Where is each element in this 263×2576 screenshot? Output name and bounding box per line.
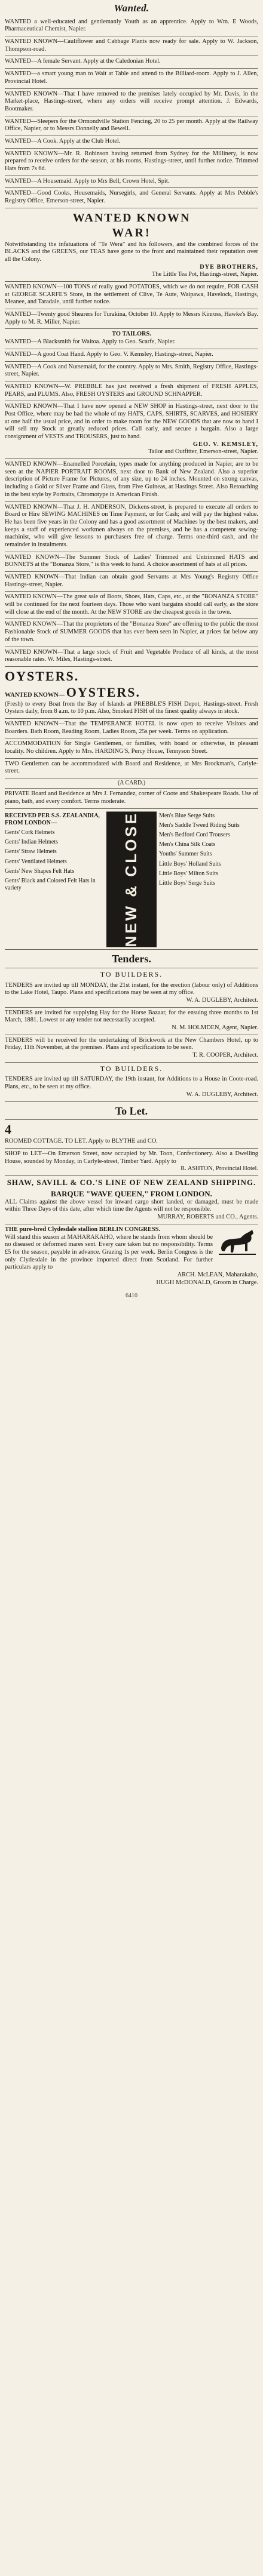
wanted-ad: TWO Gentlemen can be accommodated with Board and Residence, at Mrs Brockman's, Carlyle-street.: [5, 759, 258, 778]
wanted-ad: WANTED KNOWN—That I have now opened a NEW SHOP in Hastings-street, next door to the Post Office, where may be had the whole of my HATS, CAPS, SHIRTS, SCARVES, and HOSIERY at one half the usual price, and in order to make room for the NEW GOODS that are now to hand I will sell my Stock at greatly reduced prices. Call early, and secure a bargain. Also a large consignment of VESTS and TROUSERS, just to hand. GEO. V. KEMSLEY, Tailor and Outfitter, Emerson-street, Napier.: [5, 401, 258, 459]
sale-left-column: RECEIVED PER S.S. ZEALANDIA, FROM LONDON— Gents' Cork Helmets Gents' Indian Helmets Gents' Straw Helmets Gents' Ventilated Helmets Gents' New Shapes Felt Hats Gents' Black and Colored Felt Hats in variety: [5, 811, 104, 947]
war-banner-top: WANTED KNOWN: [72, 211, 191, 224]
shipping-ad: SHAW, SAVILL & CO.'S LINE OF NEW ZEALAND SHIPPING. BARQUE "WAVE QUEEN," FROM LONDON. ALL Claims against the above vessel for inward cargo short landed, or damaged, must be made within Three Days of this date, after which time the Agents will not be responsible. MURRAY, ROBERTS and CO., Agents.: [5, 1176, 258, 1224]
wanted-ad: WANTED KNOWN—That the TEMPERANCE HOTEL is now open to receive Visitors and Boarders. Bath Room, Reading Room, Ladies Room, 25s per week. Terms on application.: [5, 719, 258, 738]
stamp-logo: NEW & CLOSE: [106, 811, 157, 947]
tender-ad: TENDERS are invited up till MONDAY, the 21st instant, for the erection (labour only) of Additions to the Lake Hotel, Taupo. Plans and specifications may be seen at my office. W. A. DUGLEBY, Architect.: [5, 980, 258, 1008]
private-board-ad: PRIVATE Board and Residence at Mrs J. Fernandez, corner of Coote and Shakespeare Roads. Use of piano, bath, and every comfort. Terms moderate.: [5, 789, 258, 808]
to-let-heading: To Let.: [5, 1102, 258, 1121]
sale-item: Gents' Black and Colored Felt Hats in variety: [5, 877, 96, 892]
wanted-ad: WANTED—a smart young man to Wait at Table and attend to the Billiard-room. Apply to J. Allen, Provincial Hotel.: [5, 69, 258, 88]
wanted-ad: WANTED KNOWN—W. PREBBLE has just received a fresh shipment of FRESH APPLES, PEARS, and PLUMS. Also, FRESH OYSTERS and GROUND SCHNAPPER.: [5, 381, 258, 401]
tender-ad: TENDERS are invited up till SATURDAY, the 19th instant, for Additions to a House in Coote-road. Plans, etc., to be seen at my office. W. A. DUGLEBY, Architect.: [5, 1074, 258, 1101]
wanted-ad: WANTED—Sleepers for the Ormondville Station Fencing, 20 to 25 per month. Apply at the Railway Office, Napier, or to Messrs Donnelly and Bewell.: [5, 116, 258, 136]
wanted-ad: WANTED KNOWN—That J. H. ANDERSON, Dickens-street, is prepared to execute all orders to Board or Hire SEWING MACHINES on Time Payment, or for Cash; and will pay the highest value. He has been five years in the Colony and has a good assortment of Machines by the best makers, and keeps a staff of experienced workmen always on the premises, and he has a competent sewing-machinist, who will give lessons to purchasers free of charge. Terms one-third cash, and the remainder in instalments.: [5, 502, 258, 552]
builders-heading-2: TO BUILDERS.: [100, 1064, 163, 1073]
sale-right-column: [159, 811, 258, 947]
sale-item: Gents' Ventilated Helmets: [5, 858, 67, 865]
sale-item: Little Boys' Milton Suits: [159, 870, 218, 877]
wanted-ad: WANTED—A good Coat Hand. Apply to Geo. V. Kemsley, Hastings-street, Napier.: [5, 349, 258, 362]
barque-title: BARQUE "WAVE QUEEN," FROM LONDON.: [51, 1189, 212, 1198]
wanted-ad: WANTED KNOWN—Mr. R. Robinson having returned from Sydney for the Millinery, is now prepared to receive orders for the season, at his rooms, Hastings-street, until further notice. Trimmed Hats from 7s 6d.: [5, 149, 258, 176]
footer-note: 6410: [126, 1292, 137, 1300]
oysters-body: (Fresh) to every Boat from the Bay of Islands at PREBBLE'S FISH Depot, Hastings-street. Fresh Oysters daily, from 8 a.m. to 10 p.m. Also, Smoked FISH of the finest quality always in stock.: [5, 700, 258, 715]
wanted-ad: WANTED KNOWN—Enamelled Porcelain, types made for anything produced in Napier, are to be seen at the NAPIER PORTRAIT ROOMS, next door to Bank of New Zealand. Also a superior description of Picture Frame for Pictures, of any size, up to 24 inches. Mounted on strong canvas, including a Gold or Silver Frame and Glass, from Five Guineas, at Hastings Street. Also Retouching in the best style by Portraits, Chromotype in American Finish.: [5, 459, 258, 501]
sale-item: Little Boys' Holland Suits: [159, 860, 221, 867]
wanted-ad: WANTED KNOWN—That Indian can obtain good Servants at Mrs Young's Registry Office Hastings-street, Napier.: [5, 572, 258, 592]
wanted-ad: WANTED KNOWN—Cauliflower and Cabbage Plants now ready for sale. Apply to W. Jackson, Thompson-road.: [5, 36, 258, 56]
sale-item: Men's Blue Serge Suits: [159, 812, 215, 819]
wanted-ad: WANTED—A female Servant. Apply at the Caledonian Hotel.: [5, 56, 258, 69]
stallion-title: THE pure-bred Clydesdale stallion BERLIN CONGRESS.: [5, 1226, 161, 1233]
sale-item: Men's Bedford Cord Trousers: [159, 831, 230, 838]
sale-item: Men's Saddle Tweed Riding Suits: [159, 821, 240, 829]
war-banner-big: WAR!: [112, 226, 151, 240]
sale-item: Youths' Summer Suits: [159, 851, 212, 858]
cottage-ad: 4 ROOMED COTTAGE. TO LET. Apply to BLYTHE and CO.: [5, 1120, 258, 1149]
sale-item: Gents' New Shapes Felt Hats: [5, 867, 75, 875]
ship-line-title: SHAW, SAVILL & CO.'S LINE OF NEW ZEALAND SHIPPING.: [7, 1178, 256, 1187]
wanted-ad: WANTED a well-educated and gentlemanly Youth as an apprentice. Apply to Wm. E Woods, Pharmaceutical Chemist, Napier.: [5, 17, 258, 36]
tailors-ad: TO TAILORS. WANTED—A Blacksmith for Waitoa. Apply to Geo. Scarfe, Napier.: [5, 329, 258, 349]
sale-item: Little Boys' Serge Suits: [159, 879, 216, 887]
wanted-ad: WANTED KNOWN—That I have removed to the premises lately occupied by Mr. Davis, in the Market-place, Hastings-street, where any orders will receive prompt attention. J. Edwards, Bootmaker.: [5, 89, 258, 116]
war-firm: DYE BROTHERS,: [200, 263, 258, 270]
wanted-ad: WANTED—A Cook and Nursemaid, for the country. Apply to Mrs. Smith, Registry Office, Hastings-street, Napier.: [5, 362, 258, 381]
wanted-ad: WANTED—A Cook. Apply at the Club Hotel.: [5, 136, 258, 149]
wanted-ad: WANTED—A Housemaid. Apply to Mrs Bell, Crown Hotel, Spit.: [5, 176, 258, 189]
wanted-ad: WANTED KNOWN—That the proprietors of the "Bonanza Store" are offering to the public the most Fashionable Stock of SUMMER GOODS that has ever been seen in Napier, at prices far below any of the town.: [5, 619, 258, 647]
kemsley-signature: GEO. V. KEMSLEY,: [192, 441, 258, 448]
tender-ad: TENDERS will be received for the undertaking of Brickwork at the New Chambers Hotel, up to Friday, 11th November, at the premises. Plans and specifications to be seen. T. R. COOPER, Architect.: [5, 1035, 258, 1063]
sale-item: Gents' Cork Helmets: [5, 829, 55, 836]
war-ad: [5, 208, 258, 282]
tender-ad: TENDERS are invited for supplying Hay for the Horse Bazaar, for the ensuing three months to 1st March, 1881. Lowest or any tender not necessarily accepted. N. M. HOLMDEN, Agent, Napier.: [5, 1008, 258, 1035]
wanted-ad: WANTED KNOWN—That a large stock of Fruit and Vegetable Produce of all kinds, at the most reasonable rates. W. Miles, Hastings-street.: [5, 647, 258, 667]
tailors-title: TO TAILORS.: [112, 331, 151, 338]
wanted-ad: WANTED KNOWN—The Summer Stock of Ladies' Trimmed and Untrimmed HATS and BONNETS at the "Bonanza Store," is this week to hand. A choice assortment of hats at all prices.: [5, 552, 258, 572]
tenders-heading: Tenders.: [5, 950, 258, 968]
sale-item: Gents' Indian Helmets: [5, 839, 59, 846]
oysters-banner: OYSTERS.: [5, 668, 79, 684]
oysters-ad: OYSTERS. WANTED KNOWN— OYSTERS. (Fresh) to every Boat from the Bay of Islands at PREBBLE'S FISH Depot, Hastings-street. Fresh Oysters daily, from 8 a.m. to 10 p.m. Also, Smoked FISH of the finest quality always in stock.: [5, 667, 258, 719]
section-title: Wanted.: [114, 2, 149, 14]
cottage-number: 4: [5, 1122, 11, 1137]
card-label: (A CARD.): [5, 778, 258, 789]
wanted-ad: WANTED KNOWN—100 TONS of really good POTATOES, which we do not require, FOR CASH at GEORGE SCARFE'S Store, in the settlement of Clive, Te Aute, Waipawa, Havelock, Hastings, Meanee, and Taradale, until further notice.: [5, 282, 258, 309]
shop-ad: SHOP to LET—On Emerson Street, now occupied by Mr. Toon, Confectionery. Also a Dwelling House, sounded by Monday, in Carlyle-street, Timber Yard. Apply to R. ASHTON, Provincial Hotel.: [5, 1149, 258, 1176]
sale-item: Men's China Silk Coats: [159, 841, 216, 848]
sale-block: [5, 809, 258, 950]
war-body: Notwithstanding the infatuations of "Te Wera" and his followers, and the combined forces of the BLACKS and the GREENS, our TEAS have gone to the front and maintained their reputation over all the Colony.: [5, 241, 258, 263]
wanted-ad: WANTED—Good Cooks, Housemaids, Nursegirls, and General Servants. Apply at Mrs Pebble's Registry Office, Emerson-street, Napier.: [5, 188, 258, 208]
war-address: The Little Tea Pot, Hastings-street, Napier.: [152, 271, 258, 278]
wanted-ad: WANTED KNOWN—The great sale of Boots, Shoes, Hats, Caps, etc., at the "BONANZA STORE" will be continued for the next fourteen days. Those who want bargains should call early, as the store will close at the end of the month. At the NEW STORE are the cheapest goods in the town.: [5, 592, 258, 619]
horse-icon: [216, 1227, 258, 1260]
stallion-ad: THE pure-bred Clydesdale stallion BERLIN CONGRESS. Will stand this season at MAHARAKAHO, where he stands from whom should be no diseased or deformed mares sent. Every care taken but no responsibility. Terms £5 for the season, payable in advance. Grazing 1s per week. Berlin Congress is the only Clydesdale in the province imported direct from Scotland. For further particulars apply to ARCH. McLEAN, Maharakaho, HUGH McDONALD, Groom in Charge.: [5, 1226, 258, 1286]
wanted-ad: WANTED—Twenty good Shearers for Turakina, October 10. Apply to Messrs Kinross, Hawke's Bay. Apply to M. R. Miller, Napier.: [5, 309, 258, 329]
builders-heading: TO BUILDERS.: [100, 970, 163, 979]
wanted-ad: ACCOMMODATION for Single Gentlemen, or families, with board or otherwise, in pleasant locality. No children. Apply to Mrs. HARDING'S, Percy House, Tennyson Street.: [5, 738, 258, 758]
sale-item: Gents' Straw Helmets: [5, 848, 57, 855]
